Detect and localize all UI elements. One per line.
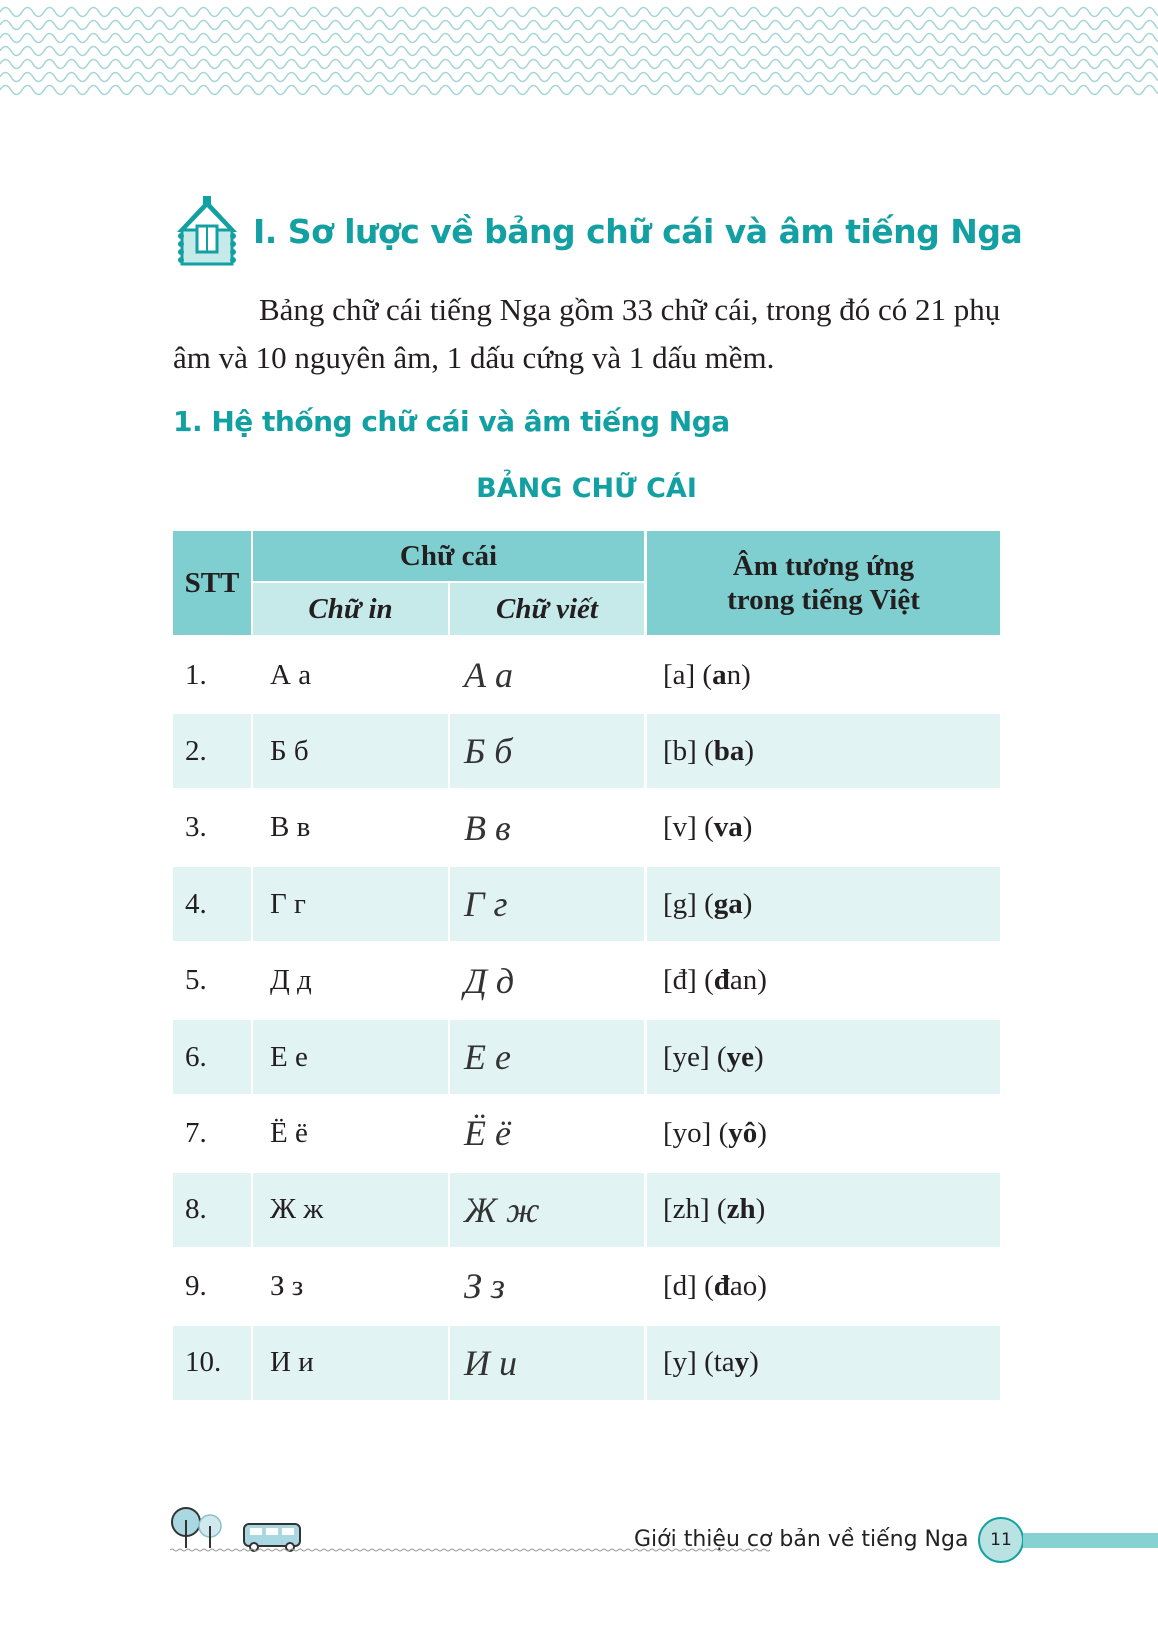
row-stt: 10.: [173, 1326, 251, 1400]
row-printed-letter: А а: [270, 658, 312, 691]
sound-suffix: an): [729, 964, 767, 997]
table-row: [173, 867, 1000, 941]
sound-suffix: ): [749, 1346, 759, 1379]
page-bar-decoration: [1023, 1533, 1158, 1548]
row-stt: 3.: [185, 811, 207, 844]
row-printed-letter: Б б: [253, 714, 448, 788]
row-cursive-letter: Ж ж: [450, 1173, 644, 1247]
sound-suffix: ): [744, 734, 755, 767]
row-printed-letter: Ж ж: [253, 1173, 448, 1247]
row-sound: [647, 714, 1000, 788]
sound-prefix: [yo] (: [663, 1116, 729, 1149]
sound-suffix: ): [742, 887, 753, 920]
table-row: [173, 1326, 1000, 1400]
sound-prefix: [đ] (: [663, 964, 714, 997]
header-stt: STT: [173, 531, 251, 635]
book-title: Giới thiệu cơ bản về tiếng Nga: [634, 1527, 969, 1552]
row-printed-letter: В в: [270, 811, 311, 844]
sound-suffix: ): [755, 1193, 766, 1226]
table-row: [173, 1249, 1000, 1323]
header-sound: Âm tương ứng trong tiếng Việt: [647, 531, 1000, 635]
sound-bold: ga: [713, 887, 743, 920]
row-printed-letter: Ё ё: [270, 1116, 308, 1149]
sound-prefix: [ye] (: [663, 1040, 727, 1073]
row-sound: [647, 1326, 1000, 1400]
row-printed-letter: Г г: [253, 867, 448, 941]
sound-bold: ye: [726, 1040, 754, 1073]
table-row: [173, 944, 1000, 1018]
table-row: [173, 791, 1000, 865]
header-printed: Chữ in: [253, 583, 448, 635]
sound-bold: yô: [728, 1116, 758, 1149]
row-sound: [647, 1096, 1000, 1170]
sound-suffix: ): [753, 1040, 764, 1073]
row-stt: 5.: [185, 964, 207, 997]
sound-prefix: [d] (: [663, 1269, 714, 1302]
row-cursive-letter: Ё ё: [464, 1113, 511, 1154]
row-sound: [647, 1173, 1000, 1247]
row-cursive-letter: Г г: [450, 867, 644, 941]
row-cursive-letter: И и: [450, 1326, 644, 1400]
intro-text: Bảng chữ cái tiếng Nga gồm 33 chữ cái, trong đó có 21 phụ âm và 10 nguyên âm, 1 dấu cứng và 1 dấu mềm.: [173, 292, 1001, 375]
table-header: [173, 531, 1000, 635]
table-row: [173, 1020, 1000, 1094]
sound-prefix: [a] (: [663, 658, 713, 691]
row-cursive-letter: З з: [464, 1266, 505, 1307]
wave-pattern-decoration: [0, 0, 1158, 108]
row-stt: 9.: [185, 1269, 207, 1302]
section-title: I. Sơ lược về bảng chữ cái và âm tiếng Nga: [253, 211, 1023, 251]
row-sound: [647, 1249, 1000, 1323]
row-printed-letter: Е е: [253, 1020, 448, 1094]
sound-prefix: [g] (: [663, 887, 714, 920]
log-house-icon: [173, 196, 241, 266]
row-stt: 6.: [173, 1020, 251, 1094]
sound-prefix: [y] (ta: [663, 1346, 735, 1379]
row-cursive-letter: Б б: [450, 714, 644, 788]
sound-bold: zh: [726, 1193, 756, 1226]
table-row: [173, 638, 1000, 712]
sound-bold: đ: [713, 964, 730, 997]
alphabet-table: [173, 531, 1000, 1383]
subsection-title: 1. Hệ thống chữ cái và âm tiếng Nga: [173, 405, 730, 438]
table-row: [173, 1096, 1000, 1170]
header-letters: Chữ cái: [253, 531, 644, 581]
row-stt: 7.: [185, 1116, 207, 1149]
sound-suffix: ao): [729, 1269, 767, 1302]
row-printed-letter: И и: [253, 1326, 448, 1400]
table-row: [173, 714, 1000, 788]
row-sound: [647, 638, 1000, 712]
sound-bold: ba: [713, 734, 745, 767]
sound-suffix: n): [726, 658, 751, 691]
row-stt: 1.: [185, 658, 207, 691]
row-stt: 8.: [173, 1173, 251, 1247]
intro-paragraph: [173, 286, 1001, 382]
sound-suffix: ): [757, 1116, 767, 1149]
sound-bold: a: [712, 658, 727, 691]
row-cursive-letter: Д д: [464, 960, 515, 1001]
table-caption: BẢNG CHỮ CÁI: [476, 473, 697, 504]
row-cursive-letter: Е е: [450, 1020, 644, 1094]
section-heading: [173, 196, 1022, 266]
sound-bold: đ: [713, 1269, 730, 1302]
row-printed-letter: З з: [270, 1269, 304, 1302]
sound-suffix: ): [742, 811, 753, 844]
sound-prefix: [v] (: [663, 811, 714, 844]
table-row: [173, 1173, 1000, 1247]
sound-prefix: [zh] (: [663, 1193, 727, 1226]
row-sound: [647, 944, 1000, 1018]
row-sound: [647, 867, 1000, 941]
row-sound: [647, 1020, 1000, 1094]
sound-bold: y: [734, 1346, 750, 1379]
sound-prefix: [b] (: [663, 734, 714, 767]
row-cursive-letter: А а: [464, 655, 513, 695]
row-stt: 4.: [173, 867, 251, 941]
page-number: 11: [978, 1517, 1024, 1563]
row-cursive-letter: В в: [464, 807, 511, 848]
row-sound: [647, 791, 1000, 865]
sound-bold: va: [713, 811, 743, 844]
row-stt: 2.: [173, 714, 251, 788]
header-cursive: Chữ viết: [450, 583, 644, 635]
row-printed-letter: Д д: [270, 964, 312, 997]
